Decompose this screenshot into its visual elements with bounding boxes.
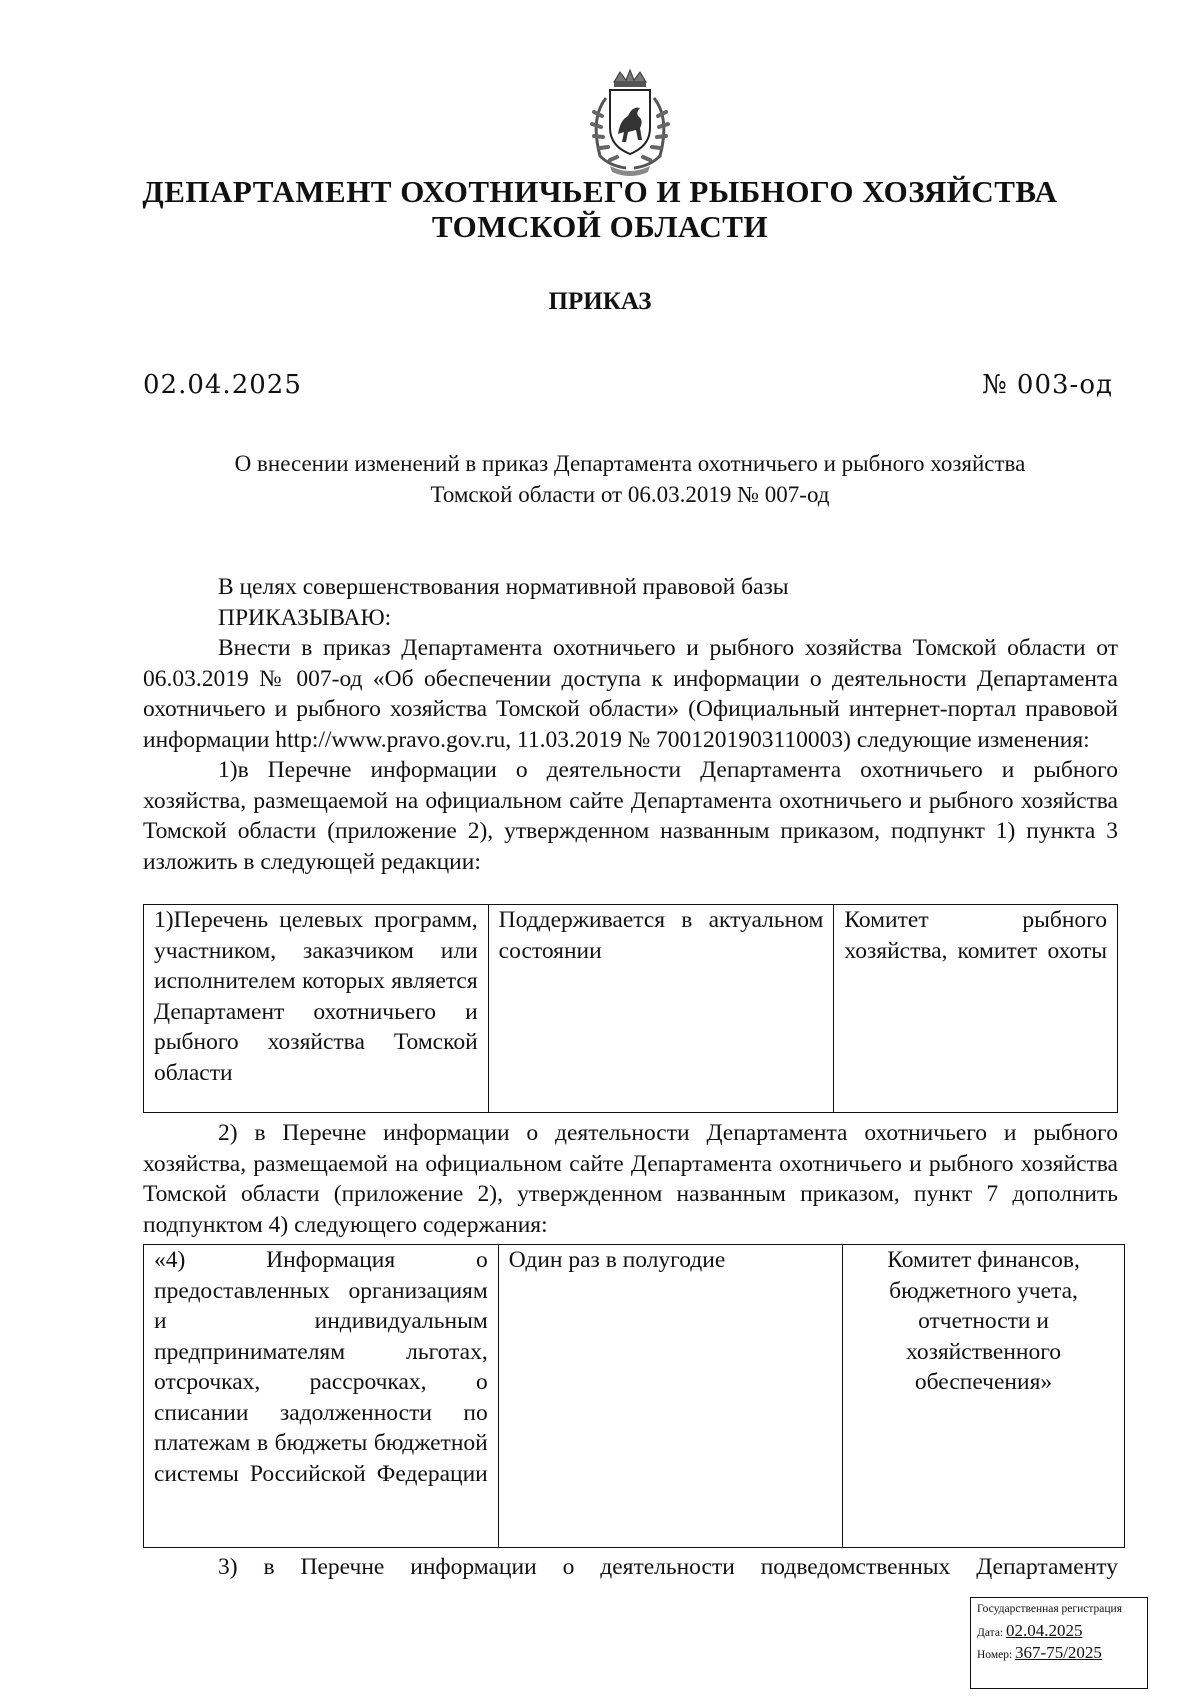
registration-date-label: Дата: bbox=[977, 1627, 1004, 1639]
table1-col2: Поддерживается в актуальном состоянии bbox=[488, 905, 834, 1113]
item1-paragraph: 1)в Перечне информации о деятельности Департамента охотничьего и рыбного хозяйства, размещаемой на официальном сайте Департамента охотничьего и рыбного хозяйства Томской области (приложение 2), утвержденном названным приказом, подпункт 1) пункта 3 изложить в следующей редакции: bbox=[143, 757, 1118, 875]
order-date: 02.04.2025 bbox=[143, 370, 302, 400]
order-body-part3 bbox=[143, 1552, 1118, 1583]
item2-paragraph: 2) в Перечне информации о деятельности Департамента охотничьего и рыбного хозяйства, размещаемой на официальном сайте Департамента охотничьего и рыбного хозяйства Томской области (приложение 2), утвержденном названным приказом, пункт 7 дополнить подпунктом 4) следующего содержания: bbox=[143, 1120, 1118, 1238]
table-row bbox=[144, 1245, 1125, 1548]
intro-paragraph: Внести в приказ Департамента охотничьего и рыбного хозяйства Томской области от 06.03.2019 № 007-од «Об обеспечении доступа к информации о деятельности Департамента охотничьего и рыбного хозяйства Томской области» (Официальный интернет-портал правовой информации http://www.pravo.gov.ru, 11.03.2019 № 7001201903110003) следующие изменения: bbox=[143, 635, 1118, 753]
registration-stamp bbox=[970, 1597, 1148, 1689]
registration-date: 02.04.2025 bbox=[1006, 1621, 1083, 1640]
registration-title: Государственная регистрация bbox=[977, 1603, 1122, 1615]
table1-col3: Комитет рыбного хозяйства, комитет охоты bbox=[834, 905, 1118, 1113]
table2-col2: Один раз в полугодие bbox=[498, 1245, 842, 1548]
org-name-line1: ДЕПАРТАМЕНТ ОХОТНИЧЬЕГО И РЫБНОГО ХОЗЯЙСТВА bbox=[142, 174, 1058, 209]
order-body-part2 bbox=[143, 1118, 1118, 1240]
amendment-table-1 bbox=[143, 904, 1118, 1113]
table2-col3: Комитет финансов, бюджетного учета, отчетности и хозяйственного обеспечения» bbox=[843, 1245, 1125, 1548]
order-word: ПРИКАЗЫВАЮ: bbox=[218, 604, 392, 631]
registration-number-label: Номер: bbox=[977, 1649, 1013, 1661]
order-number: № 003-од bbox=[982, 370, 1113, 400]
table2-col1: «4) Информация о предоставленных организациям и индивидуальным предпринимателям льготах, отсрочках, рассрочках, о списании задолженности по платежам в бюджеты бюджетной системы Российской Федерации bbox=[144, 1245, 499, 1548]
table-row bbox=[144, 905, 1118, 1113]
item3-paragraph: 3) в Перечне информации о деятельности подведомственных Департаменту bbox=[218, 1554, 1118, 1580]
registration-number: 367-75/2025 bbox=[1015, 1643, 1102, 1662]
coat-of-arms-emblem bbox=[570, 68, 690, 176]
order-subject bbox=[140, 448, 1120, 510]
subject-line2: Томской области от 06.03.2019 № 007-од bbox=[430, 482, 830, 507]
amendment-table-2 bbox=[143, 1244, 1125, 1548]
subject-line1: О внесении изменений в приказ Департамента охотничьего и рыбного хозяйства bbox=[234, 451, 1026, 476]
order-body-part1 bbox=[143, 572, 1118, 877]
table1-col1: 1)Перечень целевых программ, участником, заказчиком или исполнителем которых является Департамент охотничьего и рыбного хозяйства Томской области bbox=[144, 905, 489, 1113]
document-type: ПРИКАЗ bbox=[548, 288, 652, 315]
purpose-paragraph: В целях совершенствования нормативной правовой базы bbox=[218, 574, 789, 600]
org-name-line2: ТОМСКОЙ ОБЛАСТИ bbox=[431, 209, 769, 244]
